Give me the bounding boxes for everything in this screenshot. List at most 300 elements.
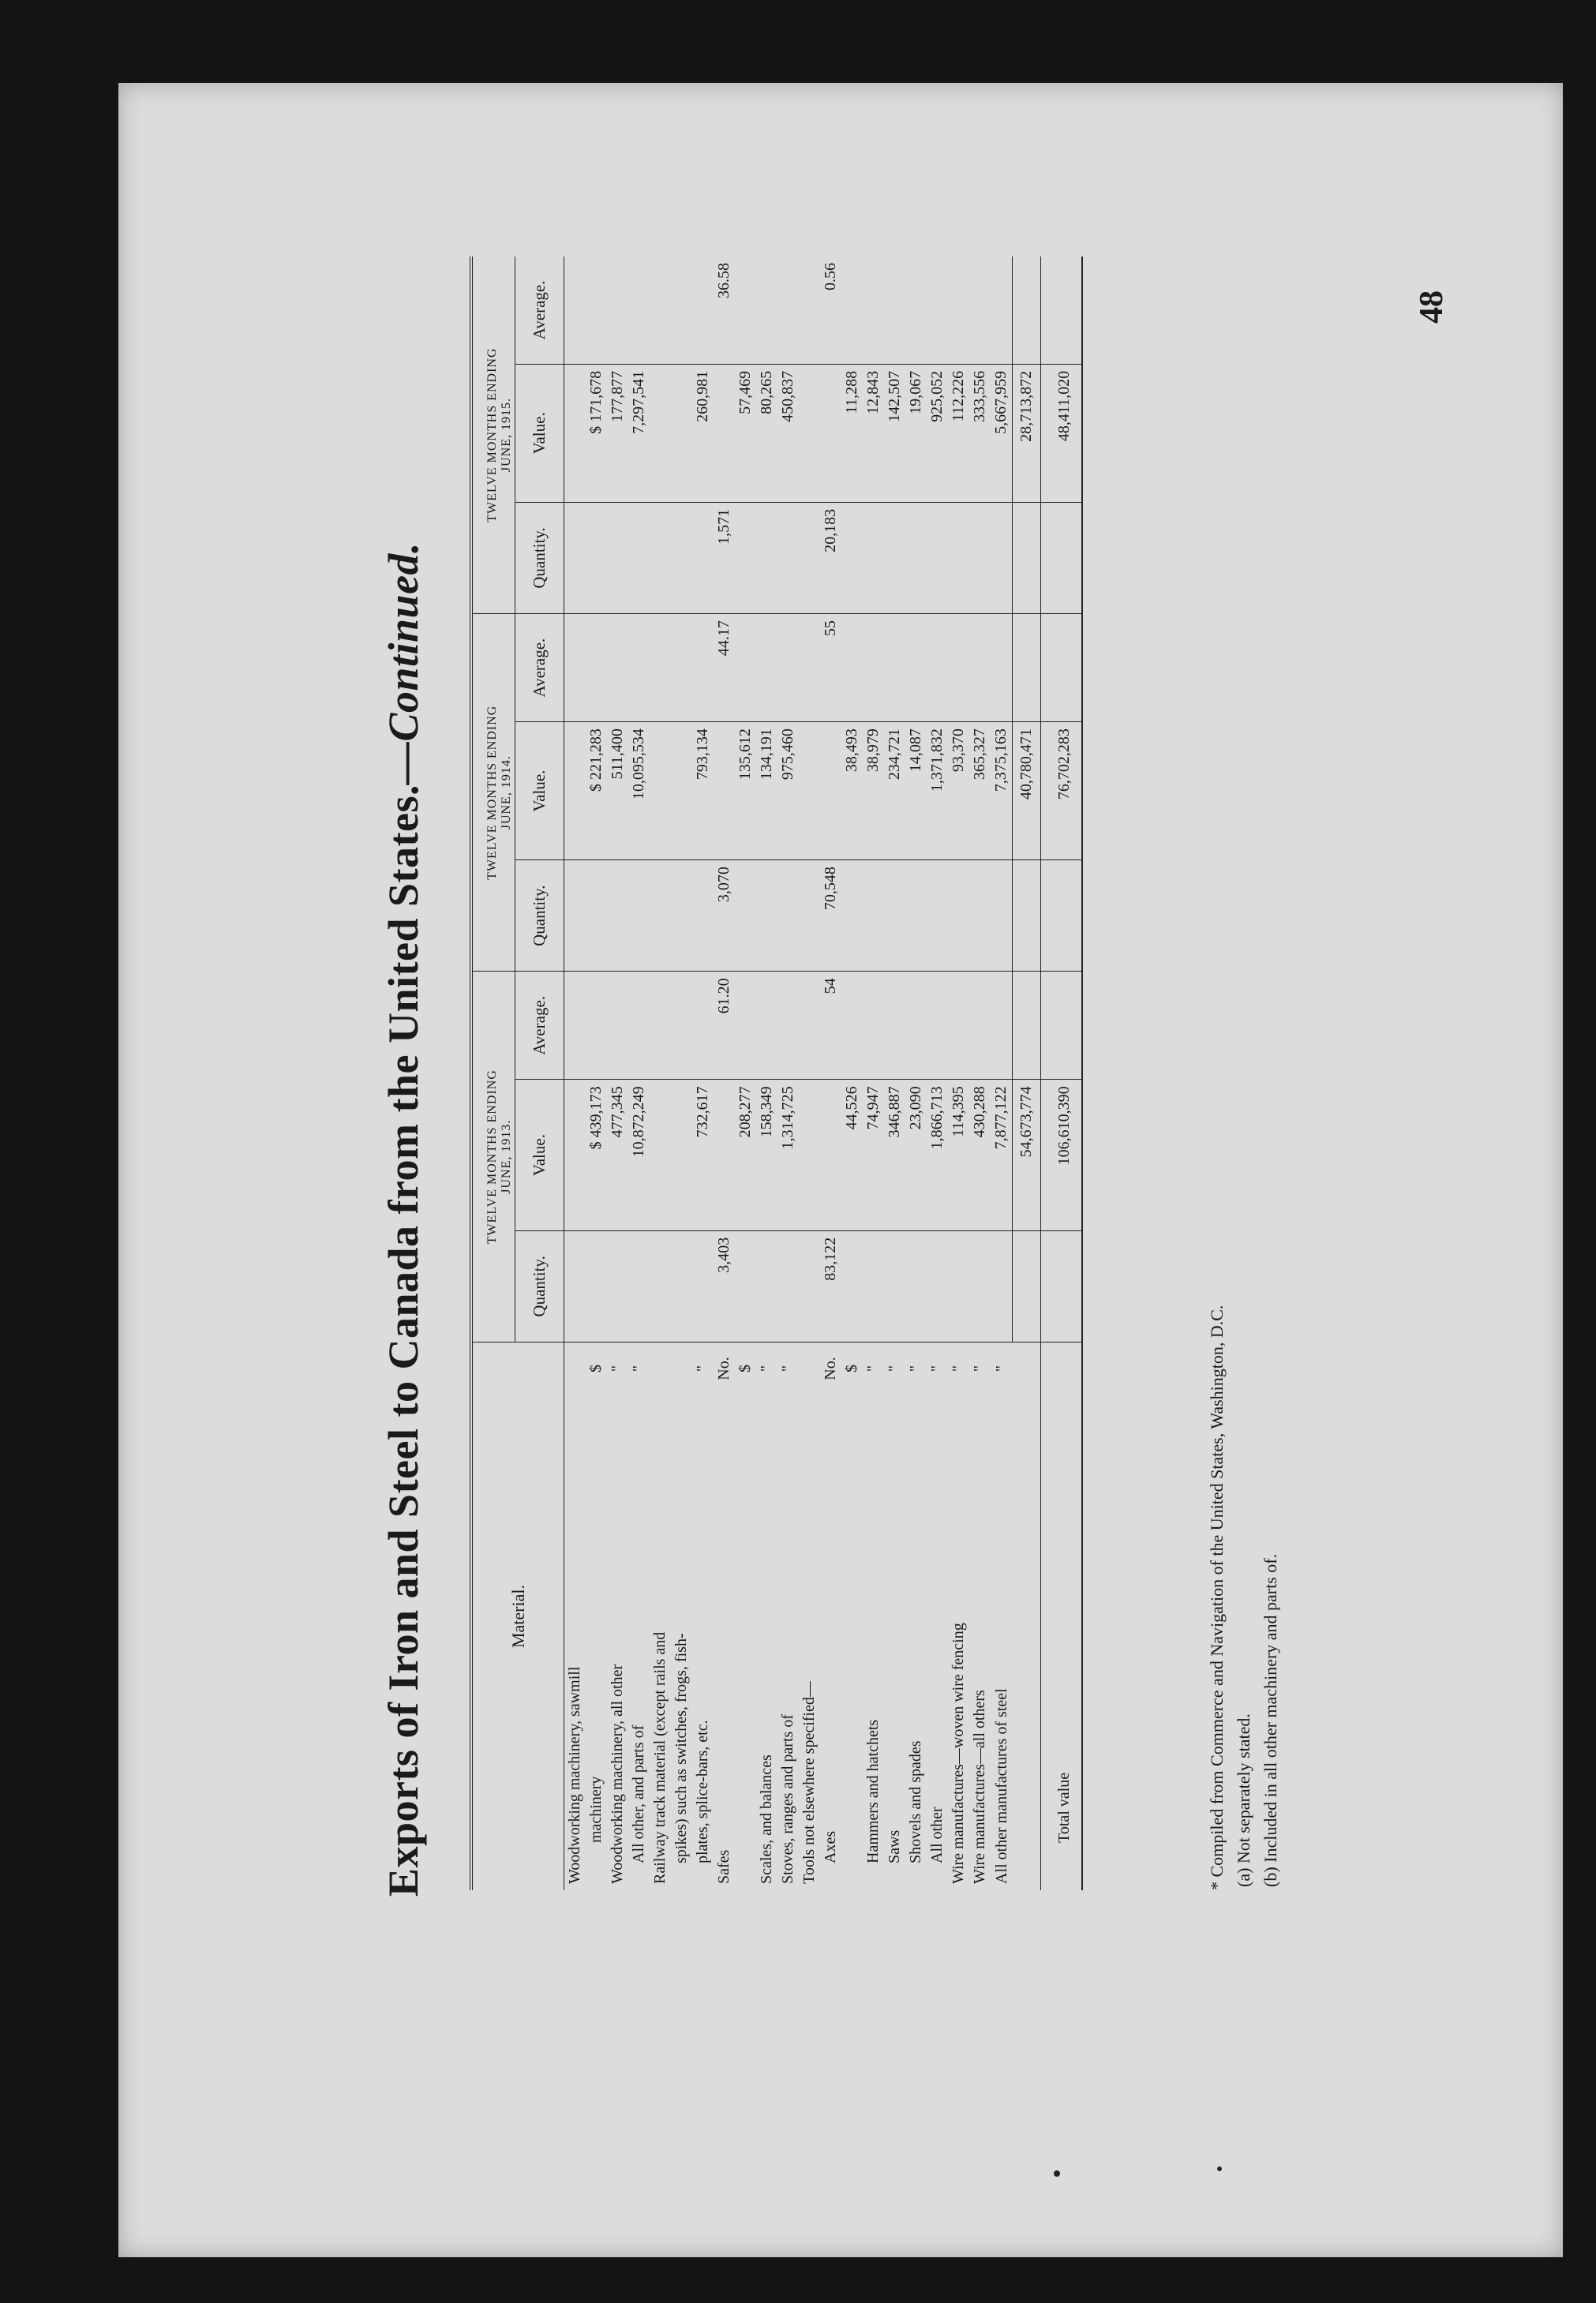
value-cell: 7,877,122	[991, 1080, 1013, 1230]
quantity-cell	[777, 1230, 799, 1342]
quantity-cell: 83,122	[820, 1230, 841, 1342]
quantity-cell	[927, 860, 948, 972]
average-cell	[692, 972, 714, 1080]
quantity-cell	[905, 860, 927, 972]
table-row	[820, 257, 841, 1890]
table-row	[735, 257, 756, 1890]
quantity-cell	[799, 1230, 820, 1342]
quantity-cell	[564, 1230, 586, 1342]
average-cell	[777, 257, 799, 364]
value-cell: $ 221,283	[586, 722, 607, 860]
average-cell	[948, 257, 969, 364]
material-cell	[841, 1395, 863, 1890]
value-cell: 11,288	[841, 364, 863, 502]
material-cell: spikes) such as switches, frogs, fish-	[672, 1633, 691, 1863]
value-cell: 76,702,283	[1041, 722, 1082, 860]
value-cell: 450,837	[777, 364, 799, 502]
average-cell	[1041, 614, 1082, 722]
average-cell	[991, 972, 1013, 1080]
value-cell: 430,288	[969, 1080, 991, 1230]
table-body	[564, 257, 1082, 1890]
total-row	[1041, 257, 1082, 1890]
value-cell	[671, 1080, 692, 1230]
unit-cell: "	[971, 1365, 989, 1372]
average-cell	[628, 257, 650, 364]
quantity-cell	[756, 1230, 777, 1342]
ink-spot	[1217, 2166, 1222, 2171]
quantity-cell	[948, 1230, 969, 1342]
unit-cell: $	[587, 1365, 605, 1372]
table-row	[628, 257, 650, 1890]
material-cell: Scales, and balances	[758, 1754, 776, 1884]
value-cell: 260,981	[692, 364, 714, 502]
value-cell: 12,843	[863, 364, 884, 502]
unit-cell	[799, 1342, 820, 1395]
quantity-header: Quantity.	[515, 502, 564, 613]
value-cell: 40,780,471	[1013, 722, 1041, 860]
value-cell: 135,612	[735, 722, 756, 860]
value-cell: 333,556	[969, 364, 991, 502]
average-cell	[1041, 257, 1082, 364]
average-cell	[991, 257, 1013, 364]
average-cell	[735, 614, 756, 722]
table-row	[884, 257, 905, 1890]
average-cell	[863, 614, 884, 722]
quantity-cell	[756, 502, 777, 613]
quantity-cell	[799, 860, 820, 972]
average-cell	[841, 972, 863, 1080]
average-cell: 61.20	[714, 972, 735, 1080]
average-cell	[905, 614, 927, 722]
table-row	[927, 257, 948, 1890]
quantity-cell	[969, 502, 991, 613]
value-cell	[820, 722, 841, 860]
quantity-cell	[884, 502, 905, 613]
value-cell: 177,877	[607, 364, 628, 502]
average-cell: 44.17	[714, 614, 735, 722]
table-row	[841, 257, 863, 1890]
average-cell	[650, 257, 671, 364]
quantity-cell	[905, 1230, 927, 1342]
value-cell	[714, 364, 735, 502]
average-cell	[777, 614, 799, 722]
average-cell	[1013, 614, 1041, 722]
quantity-cell	[991, 1230, 1013, 1342]
material-cell: Stoves, ranges and parts of	[779, 1714, 797, 1884]
quantity-cell	[735, 860, 756, 972]
average-header: Average.	[515, 257, 564, 364]
table-row	[692, 257, 714, 1890]
unit-cell: "	[694, 1365, 712, 1372]
material-cell: Hammers and hatchets	[864, 1719, 882, 1863]
quantity-cell: 3,070	[714, 860, 735, 972]
value-cell: 38,493	[841, 722, 863, 860]
average-cell	[777, 972, 799, 1080]
table-row	[607, 257, 628, 1890]
quantity-cell	[777, 502, 799, 613]
material-cell: All other manufactures of steel	[992, 1688, 1010, 1884]
quantity-cell	[927, 1230, 948, 1342]
average-cell	[586, 972, 607, 1080]
quantity-cell	[650, 502, 671, 613]
average-cell	[799, 614, 820, 722]
material-cell: Railway track material (except rails and	[651, 1631, 669, 1884]
value-cell: 10,095,534	[628, 722, 650, 860]
value-cell: 38,979	[863, 722, 884, 860]
material-cell: Woodworking machinery, all other	[609, 1664, 627, 1884]
quantity-cell: 70,548	[820, 860, 841, 972]
value-cell: 142,507	[884, 364, 905, 502]
quantity-cell	[607, 502, 628, 613]
unit-cell: $	[843, 1365, 861, 1372]
average-cell	[671, 257, 692, 364]
value-cell	[650, 364, 671, 502]
average-cell	[969, 972, 991, 1080]
title-main: Exports of Iron and Steel to Canada from the United States.	[380, 785, 427, 1897]
unit-cell: "	[907, 1365, 925, 1372]
average-cell	[586, 614, 607, 722]
material-cell: Woodworking machinery, sawmill	[566, 1666, 584, 1884]
value-cell	[564, 364, 586, 502]
quantity-cell	[927, 502, 948, 613]
average-cell	[735, 257, 756, 364]
page-title	[379, 517, 428, 1922]
average-cell	[564, 614, 586, 722]
quantity-cell	[948, 502, 969, 613]
quantity-cell	[607, 860, 628, 972]
value-cell: 10,872,249	[628, 1080, 650, 1230]
average-cell: 55	[820, 614, 841, 722]
scanned-page	[118, 83, 1563, 2257]
unit-cell	[564, 1342, 586, 1395]
average-cell	[607, 614, 628, 722]
value-cell: 158,349	[756, 1080, 777, 1230]
table-row	[650, 257, 671, 1890]
value-cell: 23,090	[905, 1080, 927, 1230]
unit-cell: No.	[822, 1357, 840, 1380]
material-cell	[1013, 1395, 1041, 1890]
value-cell: 74,947	[863, 1080, 884, 1230]
unit-cell: No.	[715, 1357, 733, 1380]
quantity-cell	[735, 1230, 756, 1342]
material-cell: plates, splice-bars, etc.	[694, 1720, 712, 1863]
value-cell	[650, 722, 671, 860]
material-cell: Saws	[886, 1829, 904, 1863]
footnote: (a) Not separately stated.	[1234, 1713, 1254, 1887]
ink-spot	[1054, 2170, 1060, 2177]
table-row	[905, 257, 927, 1890]
average-cell	[586, 257, 607, 364]
title-suffix: —Continued.	[380, 541, 427, 785]
quantity-cell	[1013, 860, 1041, 972]
table-row	[991, 257, 1013, 1890]
quantity-cell	[841, 1230, 863, 1342]
quantity-cell	[991, 502, 1013, 613]
quantity-cell	[1041, 502, 1082, 613]
quantity-cell	[841, 502, 863, 613]
average-cell	[650, 972, 671, 1080]
value-cell: 57,469	[735, 364, 756, 502]
quantity-cell	[969, 1230, 991, 1342]
quantity-cell	[586, 1230, 607, 1342]
average-cell	[948, 614, 969, 722]
average-cell	[927, 257, 948, 364]
quantity-cell	[671, 1230, 692, 1342]
value-cell: 975,460	[777, 722, 799, 860]
value-cell	[820, 1080, 841, 1230]
quantity-cell	[607, 1230, 628, 1342]
value-cell: 48,411,020	[1041, 364, 1082, 502]
value-cell: 925,052	[927, 364, 948, 502]
material-cell: Axes	[822, 1830, 840, 1863]
value-cell: 28,713,872	[1013, 364, 1041, 502]
value-cell: 134,191	[756, 722, 777, 860]
value-cell: 793,134	[692, 722, 714, 860]
value-cell: 7,375,163	[991, 722, 1013, 860]
value-header: Value.	[515, 1080, 564, 1230]
average-cell	[1013, 972, 1041, 1080]
rotated-content	[379, 0, 1484, 1922]
quantity-cell	[692, 1230, 714, 1342]
average-cell	[884, 972, 905, 1080]
unit-cell: "	[950, 1365, 968, 1372]
page-number: 48	[1414, 290, 1450, 324]
value-cell: 114,395	[948, 1080, 969, 1230]
unit-cell	[650, 1342, 671, 1395]
quantity-header: Quantity.	[515, 860, 564, 972]
average-cell	[692, 614, 714, 722]
quantity-cell	[948, 860, 969, 972]
footnote: (b) Included in all other machinery and parts of.	[1261, 1553, 1281, 1887]
material-cell: Total value	[1041, 1395, 1082, 1890]
material-cell: Tools not elsewhere specified—	[800, 1681, 819, 1884]
average-cell	[735, 972, 756, 1080]
value-cell: 44,526	[841, 1080, 863, 1230]
value-cell: 80,265	[756, 364, 777, 502]
table-row	[799, 257, 820, 1890]
quantity-cell	[1041, 1230, 1082, 1342]
quantity-cell	[671, 860, 692, 972]
average-cell	[564, 972, 586, 1080]
average-cell	[692, 257, 714, 364]
quantity-cell	[863, 502, 884, 613]
value-header: Value.	[515, 364, 564, 502]
value-cell	[714, 722, 735, 860]
quantity-cell: 1,571	[714, 502, 735, 613]
average-cell	[756, 257, 777, 364]
unit-cell: "	[928, 1365, 946, 1372]
material-cell: All other	[928, 1807, 946, 1863]
unit-cell: "	[758, 1365, 776, 1372]
period-header-1913: TWELVE MONTHS ENDING JUNE, 1913.	[473, 972, 515, 1342]
average-cell	[607, 972, 628, 1080]
average-cell	[884, 257, 905, 364]
value-header: Value.	[515, 722, 564, 860]
quantity-cell: 20,183	[820, 502, 841, 613]
material-cell	[735, 1395, 756, 1890]
value-cell: 14,087	[905, 722, 927, 860]
quantity-cell	[863, 860, 884, 972]
average-cell	[799, 257, 820, 364]
average-header: Average.	[515, 614, 564, 722]
value-cell: 19,067	[905, 364, 927, 502]
average-cell	[884, 614, 905, 722]
table-row	[969, 257, 991, 1890]
value-cell	[799, 364, 820, 502]
value-cell: $ 171,678	[586, 364, 607, 502]
quantity-cell	[692, 502, 714, 613]
quantity-cell	[905, 502, 927, 613]
average-cell: 36.58	[714, 257, 735, 364]
quantity-cell	[1013, 1230, 1041, 1342]
value-cell	[799, 1080, 820, 1230]
value-cell	[671, 722, 692, 860]
value-cell: 5,667,959	[991, 364, 1013, 502]
unit-cell: $	[736, 1365, 755, 1372]
value-cell	[714, 1080, 735, 1230]
exports-table	[470, 257, 1083, 1890]
value-cell: 346,887	[884, 1080, 905, 1230]
material-cell: All other, and parts of	[630, 1724, 648, 1863]
material-cell: Shovels and spades	[907, 1740, 925, 1863]
average-cell	[927, 614, 948, 722]
quantity-cell	[628, 502, 650, 613]
value-cell: 365,327	[969, 722, 991, 860]
quantity-cell	[586, 502, 607, 613]
quantity-cell	[969, 860, 991, 972]
table-row	[948, 257, 969, 1890]
value-cell	[564, 722, 586, 860]
quantity-cell	[628, 1230, 650, 1342]
table-row	[777, 257, 799, 1890]
quantity-cell	[841, 860, 863, 972]
average-cell	[863, 257, 884, 364]
average-cell	[799, 972, 820, 1080]
material-cell: Safes	[715, 1849, 733, 1884]
value-cell: 1,866,713	[927, 1080, 948, 1230]
value-cell: 112,226	[948, 364, 969, 502]
average-cell	[607, 257, 628, 364]
table-row	[714, 257, 735, 1890]
average-cell	[927, 972, 948, 1080]
quantity-cell	[863, 1230, 884, 1342]
value-cell: 234,721	[884, 722, 905, 860]
quantity-cell	[586, 860, 607, 972]
unit-cell: "	[864, 1365, 882, 1372]
footnotes	[1204, 1305, 1284, 1890]
value-cell: 208,277	[735, 1080, 756, 1230]
quantity-cell: 3,403	[714, 1230, 735, 1342]
quantity-cell	[991, 860, 1013, 972]
average-cell: 0.56	[820, 257, 841, 364]
value-cell	[799, 722, 820, 860]
table-row	[863, 257, 884, 1890]
quantity-cell	[735, 502, 756, 613]
unit-cell: "	[886, 1365, 904, 1372]
average-cell	[948, 972, 969, 1080]
quantity-cell	[884, 860, 905, 972]
table-row	[586, 257, 607, 1890]
average-cell: 54	[820, 972, 841, 1080]
average-cell	[1041, 972, 1082, 1080]
table-row	[671, 257, 692, 1890]
quantity-cell	[650, 860, 671, 972]
quantity-cell	[799, 502, 820, 613]
quantity-cell	[564, 860, 586, 972]
period-header-1915: TWELVE MONTHS ENDING JUNE, 1915.	[473, 257, 515, 614]
quantity-cell	[884, 1230, 905, 1342]
period-header-1914: TWELVE MONTHS ENDING JUNE, 1914.	[473, 614, 515, 972]
unit-cell	[671, 1342, 692, 1395]
value-cell: 93,370	[948, 722, 969, 860]
average-cell	[841, 614, 863, 722]
quantity-cell	[1041, 860, 1082, 972]
material-cell: machinery	[587, 1776, 605, 1843]
value-cell	[564, 1080, 586, 1230]
average-cell	[991, 614, 1013, 722]
value-cell: 1,314,725	[777, 1080, 799, 1230]
quantity-cell	[564, 502, 586, 613]
average-cell	[628, 614, 650, 722]
footnote: * Compiled from Commerce and Navigation of the United States, Washington, D.C.	[1207, 1305, 1227, 1890]
value-cell	[671, 364, 692, 502]
value-cell: 511,400	[607, 722, 628, 860]
quantity-cell	[777, 860, 799, 972]
value-cell: 1,371,832	[927, 722, 948, 860]
value-cell: 477,345	[607, 1080, 628, 1230]
material-cell: Wire manufactures—woven wire fencing	[950, 1623, 968, 1884]
average-cell	[905, 257, 927, 364]
table-row	[756, 257, 777, 1890]
unit-cell	[1041, 1342, 1082, 1395]
quantity-cell	[756, 860, 777, 972]
average-cell	[671, 972, 692, 1080]
unit-cell: "	[992, 1365, 1010, 1372]
material-header: Material.	[473, 1342, 564, 1891]
quantity-cell	[650, 1230, 671, 1342]
quantity-cell	[692, 860, 714, 972]
average-cell	[969, 614, 991, 722]
average-cell	[756, 614, 777, 722]
average-cell	[863, 972, 884, 1080]
value-cell	[650, 1080, 671, 1230]
average-cell	[905, 972, 927, 1080]
average-cell	[969, 257, 991, 364]
quantity-header: Quantity.	[515, 1230, 564, 1342]
average-cell	[564, 257, 586, 364]
unit-cell	[1013, 1342, 1041, 1395]
quantity-cell	[628, 860, 650, 972]
quantity-cell	[1013, 502, 1041, 613]
value-cell: 54,673,774	[1013, 1080, 1041, 1230]
value-cell: 732,617	[692, 1080, 714, 1230]
average-cell	[841, 257, 863, 364]
subtotal-row	[1013, 257, 1041, 1890]
quantity-cell	[671, 502, 692, 613]
value-cell: 106,610,390	[1041, 1080, 1082, 1230]
average-cell	[756, 972, 777, 1080]
unit-cell: "	[630, 1365, 648, 1372]
value-cell	[820, 364, 841, 502]
average-cell	[671, 614, 692, 722]
average-cell	[650, 614, 671, 722]
value-cell: 7,297,541	[628, 364, 650, 502]
average-cell	[628, 972, 650, 1080]
material-cell: Wire manufactures—all others	[971, 1690, 989, 1884]
unit-cell: "	[779, 1365, 797, 1372]
unit-cell: "	[609, 1365, 627, 1372]
average-header: Average.	[515, 972, 564, 1080]
